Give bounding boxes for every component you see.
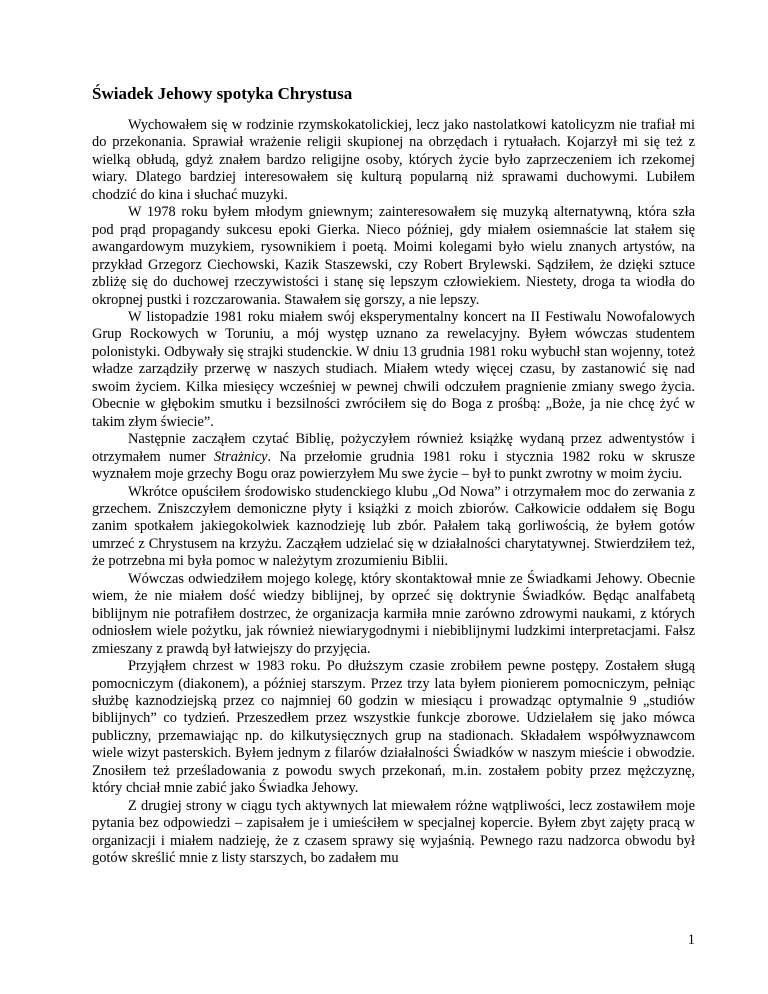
paragraph-text: Następnie zacząłem czytać Biblię, pożyczyłem również książkę wydaną przez adwentystów i otrzymałem numer <box>92 431 695 465</box>
document-title: Świadek Jehowy spotyka Chrystusa <box>92 84 353 103</box>
document-body <box>92 117 695 867</box>
page-number: 1 <box>687 932 695 948</box>
paragraph: Wkrótce opuściłem środowisko studenckiego klubu „Od Nowa” i otrzymałem moc do zerwania z grzechem. Zniszczyłem demoniczne płyty i książki z moich zbiorów. Całkowicie oddałem się Bogu zanim spotkałem jakiegokolwiek kaznodzieję lub zbór. Pałałem taką gorliwością, że byłem gotów umrzeć z Chrystusem na krzyżu. Zacząłem udzielać się w działalności charytatywnej. Stwierdziłem też, że potrzebna mi była pomoc w należytym zrozumieniu Biblii. <box>92 483 695 570</box>
paragraph: W 1978 roku byłem młodym gniewnym; zainteresowałem się muzyką alternatywną, która szła pod prąd propagandy sukcesu epoki Gierka. Nieco później, gdy miałem osiemnaście lat stałem się awangardowym muzykiem, rysownikiem i poetą. Moimi kolegami było wielu znanych artystów, na przykład Grzegorz Ciechowski, Kazik Staszewski, czy Robert Brylewski. Sądziłem, że dzięki sztuce zbliżę się do duchowej rzeczywistości i stanę się lepszym człowiekiem. Niestety, droga ta wiodła do okropnej pustki i rozczarowania. Stawałem się gorszy, a nie lepszy. <box>92 204 695 308</box>
paragraph: Z drugiej strony w ciągu tych aktywnych lat miewałem różne wątpliwości, lecz zostawiłem moje pytania bez odpowiedzi – zapisałem je i umieściłem w specjalnej kopercie. Byłem zbyt zajęty pracą w organizacji i miałem nadzieję, że z czasem sprawy się wyjaśnią. Pewnego razu nadzorca obwodu był gotów skreślić mnie z listy starszych, bo zadałem mu <box>92 797 695 867</box>
paragraph: Wówczas odwiedziłem mojego kolegę, który skontaktował mnie ze Świadkami Jehowy. Obecnie wiem, że nie miałem dość wiedzy biblijnej, by oprzeć się doktrynie Świadków. Będąc analfabetą biblijnym nie potrafiłem dostrzec, że organizacja karmiła mnie zarówno zdrowymi naukami, z których odniosłem wiele pożytku, jak również niewiarygodnymi i niebiblijnymi ludzkimi interpretacjami. Fałsz zmieszany z prawdą był łatwiejszy do przyjęcia. <box>92 570 695 657</box>
magazine-title: Strażnicy <box>213 448 268 465</box>
paragraph <box>92 431 695 483</box>
paragraph: W listopadzie 1981 roku miałem swój eksperymentalny koncert na II Festiwalu Nowofalowych Grup Rockowych w Toruniu, a mój występ uznano za rewelacyjny. Byłem wówczas studentem polonistyki. Odbywały się strajki studenckie. W dniu 13 grudnia 1981 roku wybuchł stan wojenny, toteż władze zarządziły przerwę w naszych studiach. Miałem wtedy więcej czasu, by zastanowić się nad swoim życiem. Kilka miesięcy wcześniej w pewnej chwili odczułem pragnienie zmiany swego życia. Obecnie w głębokim smutku i bezsilności zwróciłem się do Boga z prośbą: „Boże, ja nie chcę żyć w takim złym świecie”. <box>92 308 695 430</box>
paragraph: Przyjąłem chrzest w 1983 roku. Po dłuższym czasie zrobiłem pewne postępy. Zostałem sługą pomocniczym (diakonem), a później starszym. Przez trzy lata byłem pionierem pomocniczym, pełniąc służbę kaznodziejską przez co najmniej 60 godzin w miesiącu i prowadząc optymalnie 9 „studiów biblijnych” co tydzień. Przeszedłem przez wszystkie funkcje zborowe. Udzielałem się jako mówca publiczny, przemawiając np. do kilkutysięcznych grup na stadionach. Składałem współwyznawcom wiele wizyt pasterskich. Byłem jednym z filarów działalności Świadków w naszym mieście i obwodzie. Znosiłem też prześladowania z powodu swych przekonań, m.in. zostałem pobity przez mężczyznę, który chciał mnie zabić jako Świadka Jehowy. <box>92 658 695 797</box>
paragraph-text: . Na przełomie grudnia 1981 roku i stycznia 1982 roku w skrusze wyznałem moje grzechy Bogu oraz powierzyłem Mu swe życie – był to punkt zwrotny w moim życiu. <box>92 448 695 483</box>
paragraph: Wychowałem się w rodzinie rzymskokatolickiej, lecz jako nastolatkowi katolicyzm nie trafiał mi do przekonania. Sprawiał wrażenie religii skupionej na obrzędach i rytuałach. Kojarzył mi się też z wielką obłudą, gdyż znałem bardzo religijne osoby, których życie było zaprzeczeniem ich rzekomej wiary. Dlatego bardziej interesowałem się kulturą popularną niż sprawami duchowymi. Lubiłem chodzić do kina i słuchać muzyki. <box>92 117 695 203</box>
